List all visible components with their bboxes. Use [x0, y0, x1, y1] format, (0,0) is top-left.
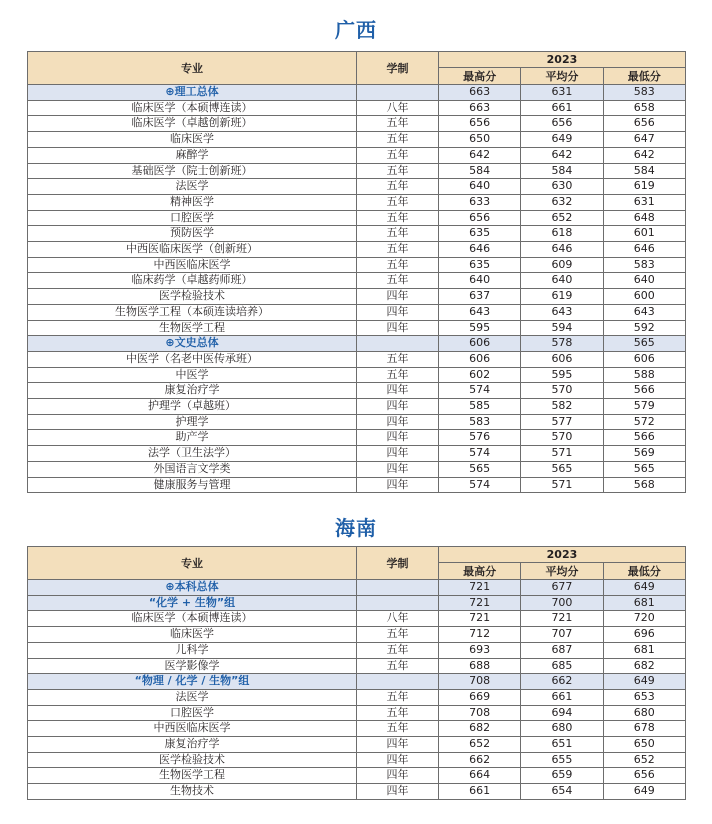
avg-score-cell: 595: [521, 367, 603, 383]
avg-score-cell: 655: [521, 752, 603, 768]
duration-cell: 四年: [357, 784, 439, 800]
table-row: [28, 768, 686, 784]
major-name-cell: 基础医学（院士创新班）: [28, 163, 357, 179]
min-score-cell: 678: [603, 721, 685, 737]
min-score-cell: 648: [603, 210, 685, 226]
duration-cell: 八年: [357, 611, 439, 627]
header-max-score: 最高分: [439, 563, 521, 580]
header-avg-score: 平均分: [521, 68, 603, 85]
min-score-cell: 640: [603, 273, 685, 289]
max-score-cell: 688: [439, 658, 521, 674]
duration-cell: 五年: [357, 273, 439, 289]
min-score-cell: 650: [603, 737, 685, 753]
header-major: 专业: [28, 547, 357, 580]
major-name-cell: 预防医学: [28, 226, 357, 242]
duration-cell: 五年: [357, 627, 439, 643]
max-score-cell: 585: [439, 399, 521, 415]
duration-cell: 五年: [357, 132, 439, 148]
major-name-cell: 生物技术: [28, 784, 357, 800]
max-score-cell: 708: [439, 705, 521, 721]
table-row: [28, 273, 686, 289]
min-score-cell: 652: [603, 752, 685, 768]
avg-score-cell: 609: [521, 257, 603, 273]
table-row: [28, 320, 686, 336]
min-score-cell: 592: [603, 320, 685, 336]
major-name-cell: 护理学: [28, 414, 357, 430]
max-score-cell: 663: [439, 85, 521, 101]
avg-score-cell: 584: [521, 163, 603, 179]
major-name-cell: 康复治疗学: [28, 737, 357, 753]
table-row: [28, 210, 686, 226]
max-score-cell: 583: [439, 414, 521, 430]
avg-score-cell: 630: [521, 179, 603, 195]
duration-cell: 四年: [357, 430, 439, 446]
duration-cell: 五年: [357, 351, 439, 367]
min-score-cell: 572: [603, 414, 685, 430]
table-row: [28, 242, 686, 258]
header-duration: 学制: [357, 52, 439, 85]
table-row: [28, 383, 686, 399]
avg-score-cell: 642: [521, 147, 603, 163]
max-score-cell: 635: [439, 257, 521, 273]
max-score-cell: 637: [439, 289, 521, 305]
max-score-cell: 574: [439, 446, 521, 462]
min-score-cell: 649: [603, 784, 685, 800]
min-score-cell: 681: [603, 642, 685, 658]
duration-cell: 五年: [357, 226, 439, 242]
major-name-cell: 生物医学工程: [28, 320, 357, 336]
avg-score-cell: 571: [521, 446, 603, 462]
avg-score-cell: 651: [521, 737, 603, 753]
min-score-cell: 720: [603, 611, 685, 627]
header-year: 2023: [439, 547, 686, 563]
avg-score-cell: 661: [521, 100, 603, 116]
min-score-cell: 696: [603, 627, 685, 643]
max-score-cell: 708: [439, 674, 521, 690]
table-body-hainan: [28, 580, 686, 800]
duration-cell: 四年: [357, 752, 439, 768]
group-label-cell: ⊕文史总体: [28, 336, 357, 352]
min-score-cell: 658: [603, 100, 685, 116]
major-name-cell: 中西医临床医学: [28, 721, 357, 737]
avg-score-cell: 721: [521, 611, 603, 627]
header-avg-score: 平均分: [521, 563, 603, 580]
avg-score-cell: 677: [521, 580, 603, 596]
avg-score-cell: 578: [521, 336, 603, 352]
max-score-cell: 576: [439, 430, 521, 446]
table-row: [28, 721, 686, 737]
group-summary-row: [28, 674, 686, 690]
min-score-cell: 642: [603, 147, 685, 163]
max-score-cell: 656: [439, 116, 521, 132]
duration-cell: 五年: [357, 116, 439, 132]
min-score-cell: 565: [603, 461, 685, 477]
major-name-cell: 中西医临床医学: [28, 257, 357, 273]
avg-score-cell: 652: [521, 210, 603, 226]
major-name-cell: 医学检验技术: [28, 289, 357, 305]
min-score-cell: 583: [603, 257, 685, 273]
min-score-cell: 583: [603, 85, 685, 101]
max-score-cell: 646: [439, 242, 521, 258]
max-score-cell: 650: [439, 132, 521, 148]
major-name-cell: 法医学: [28, 179, 357, 195]
max-score-cell: 663: [439, 100, 521, 116]
score-table-guangxi: [27, 51, 686, 493]
major-name-cell: 康复治疗学: [28, 383, 357, 399]
max-score-cell: 721: [439, 580, 521, 596]
header-major: 专业: [28, 52, 357, 85]
table-row: [28, 642, 686, 658]
section-title-hainan: 海南: [335, 516, 377, 540]
duration-cell: 四年: [357, 383, 439, 399]
avg-score-cell: 646: [521, 242, 603, 258]
duration-cell: [357, 336, 439, 352]
major-name-cell: 法医学: [28, 689, 357, 705]
max-score-cell: 664: [439, 768, 521, 784]
max-score-cell: 682: [439, 721, 521, 737]
min-score-cell: 649: [603, 674, 685, 690]
duration-cell: 五年: [357, 163, 439, 179]
max-score-cell: 635: [439, 226, 521, 242]
major-name-cell: 中医学: [28, 367, 357, 383]
duration-cell: 四年: [357, 399, 439, 415]
header-min-score: 最低分: [603, 68, 685, 85]
section-title-guangxi: 广西: [335, 18, 377, 42]
table-row: [28, 689, 686, 705]
avg-score-cell: 640: [521, 273, 603, 289]
max-score-cell: 633: [439, 194, 521, 210]
table-row: [28, 163, 686, 179]
duration-cell: 四年: [357, 446, 439, 462]
group-summary-row: [28, 595, 686, 611]
max-score-cell: 662: [439, 752, 521, 768]
major-name-cell: 临床医学: [28, 132, 357, 148]
min-score-cell: 606: [603, 351, 685, 367]
major-name-cell: 精神医学: [28, 194, 357, 210]
major-name-cell: 健康服务与管理: [28, 477, 357, 493]
duration-cell: 五年: [357, 642, 439, 658]
max-score-cell: 606: [439, 351, 521, 367]
min-score-cell: 681: [603, 595, 685, 611]
max-score-cell: 574: [439, 477, 521, 493]
min-score-cell: 656: [603, 768, 685, 784]
table-row: [28, 705, 686, 721]
min-score-cell: 680: [603, 705, 685, 721]
avg-score-cell: 577: [521, 414, 603, 430]
group-summary-row: [28, 336, 686, 352]
min-score-cell: 569: [603, 446, 685, 462]
group-summary-row: [28, 580, 686, 596]
max-score-cell: 693: [439, 642, 521, 658]
table-row: [28, 430, 686, 446]
table-body-guangxi: [28, 85, 686, 493]
score-table-hainan: [27, 546, 686, 800]
major-name-cell: 口腔医学: [28, 210, 357, 226]
major-name-cell: 临床医学（本硕博连读）: [28, 611, 357, 627]
duration-cell: 五年: [357, 194, 439, 210]
table-row: [28, 194, 686, 210]
duration-cell: 五年: [357, 257, 439, 273]
major-name-cell: 生物医学工程: [28, 768, 357, 784]
min-score-cell: 588: [603, 367, 685, 383]
min-score-cell: 649: [603, 580, 685, 596]
min-score-cell: 619: [603, 179, 685, 195]
major-name-cell: 口腔医学: [28, 705, 357, 721]
avg-score-cell: 594: [521, 320, 603, 336]
avg-score-cell: 707: [521, 627, 603, 643]
table-row: [28, 477, 686, 493]
duration-cell: 四年: [357, 461, 439, 477]
table-row: [28, 414, 686, 430]
major-name-cell: 临床医学（本硕博连读）: [28, 100, 357, 116]
max-score-cell: 656: [439, 210, 521, 226]
duration-cell: 五年: [357, 367, 439, 383]
table-row: [28, 289, 686, 305]
avg-score-cell: 659: [521, 768, 603, 784]
duration-cell: 四年: [357, 477, 439, 493]
max-score-cell: 712: [439, 627, 521, 643]
avg-score-cell: 649: [521, 132, 603, 148]
min-score-cell: 682: [603, 658, 685, 674]
duration-cell: 四年: [357, 304, 439, 320]
max-score-cell: 661: [439, 784, 521, 800]
table-row: [28, 226, 686, 242]
min-score-cell: 579: [603, 399, 685, 415]
table-row: [28, 367, 686, 383]
group-label-cell: ⊕本科总体: [28, 580, 357, 596]
major-name-cell: 医学影像学: [28, 658, 357, 674]
group-label-cell: “化学 + 生物”组: [28, 595, 357, 611]
table-row: [28, 784, 686, 800]
avg-score-cell: 565: [521, 461, 603, 477]
major-name-cell: 生物医学工程（本硕连读培养）: [28, 304, 357, 320]
max-score-cell: 602: [439, 367, 521, 383]
table-row: [28, 304, 686, 320]
table-row: [28, 147, 686, 163]
duration-cell: 五年: [357, 147, 439, 163]
header-duration: 学制: [357, 547, 439, 580]
major-name-cell: 麻醉学: [28, 147, 357, 163]
major-name-cell: 临床医学（卓越创新班）: [28, 116, 357, 132]
table-row: [28, 116, 686, 132]
duration-cell: 五年: [357, 721, 439, 737]
major-name-cell: 中西医临床医学（创新班）: [28, 242, 357, 258]
table-row: [28, 737, 686, 753]
avg-score-cell: 661: [521, 689, 603, 705]
min-score-cell: 643: [603, 304, 685, 320]
group-label-cell: “物理 / 化学 / 生物”组: [28, 674, 357, 690]
min-score-cell: 647: [603, 132, 685, 148]
max-score-cell: 606: [439, 336, 521, 352]
major-name-cell: 医学检验技术: [28, 752, 357, 768]
max-score-cell: 643: [439, 304, 521, 320]
header-max-score: 最高分: [439, 68, 521, 85]
table-row: [28, 100, 686, 116]
min-score-cell: 653: [603, 689, 685, 705]
max-score-cell: 721: [439, 611, 521, 627]
duration-cell: [357, 580, 439, 596]
avg-score-cell: 570: [521, 383, 603, 399]
avg-score-cell: 606: [521, 351, 603, 367]
table-row: [28, 627, 686, 643]
table-row: [28, 611, 686, 627]
max-score-cell: 721: [439, 595, 521, 611]
avg-score-cell: 685: [521, 658, 603, 674]
major-name-cell: 法学（卫生法学）: [28, 446, 357, 462]
min-score-cell: 566: [603, 430, 685, 446]
avg-score-cell: 662: [521, 674, 603, 690]
avg-score-cell: 618: [521, 226, 603, 242]
avg-score-cell: 656: [521, 116, 603, 132]
duration-cell: 八年: [357, 100, 439, 116]
max-score-cell: 574: [439, 383, 521, 399]
duration-cell: 五年: [357, 658, 439, 674]
duration-cell: 五年: [357, 179, 439, 195]
min-score-cell: 566: [603, 383, 685, 399]
group-summary-row: [28, 85, 686, 101]
duration-cell: 五年: [357, 705, 439, 721]
major-name-cell: 护理学（卓越班）: [28, 399, 357, 415]
avg-score-cell: 631: [521, 85, 603, 101]
major-name-cell: 中医学（名老中医传承班）: [28, 351, 357, 367]
duration-cell: [357, 674, 439, 690]
major-name-cell: 外国语言文学类: [28, 461, 357, 477]
max-score-cell: 595: [439, 320, 521, 336]
group-label-cell: ⊕理工总体: [28, 85, 357, 101]
header-year: 2023: [439, 52, 686, 68]
major-name-cell: 助产学: [28, 430, 357, 446]
duration-cell: 四年: [357, 737, 439, 753]
avg-score-cell: 632: [521, 194, 603, 210]
avg-score-cell: 687: [521, 642, 603, 658]
avg-score-cell: 680: [521, 721, 603, 737]
max-score-cell: 640: [439, 179, 521, 195]
major-name-cell: 临床医学: [28, 627, 357, 643]
table-row: [28, 399, 686, 415]
min-score-cell: 584: [603, 163, 685, 179]
min-score-cell: 631: [603, 194, 685, 210]
duration-cell: 四年: [357, 289, 439, 305]
min-score-cell: 601: [603, 226, 685, 242]
max-score-cell: 669: [439, 689, 521, 705]
duration-cell: 五年: [357, 689, 439, 705]
max-score-cell: 565: [439, 461, 521, 477]
major-name-cell: 临床药学（卓越药师班）: [28, 273, 357, 289]
max-score-cell: 652: [439, 737, 521, 753]
duration-cell: 四年: [357, 320, 439, 336]
avg-score-cell: 643: [521, 304, 603, 320]
duration-cell: 五年: [357, 242, 439, 258]
table-row: [28, 658, 686, 674]
table-row: [28, 752, 686, 768]
table-row: [28, 446, 686, 462]
duration-cell: 四年: [357, 414, 439, 430]
min-score-cell: 568: [603, 477, 685, 493]
avg-score-cell: 571: [521, 477, 603, 493]
table-row: [28, 257, 686, 273]
min-score-cell: 656: [603, 116, 685, 132]
major-name-cell: 儿科学: [28, 642, 357, 658]
avg-score-cell: 619: [521, 289, 603, 305]
table-row: [28, 461, 686, 477]
avg-score-cell: 582: [521, 399, 603, 415]
min-score-cell: 600: [603, 289, 685, 305]
avg-score-cell: 570: [521, 430, 603, 446]
duration-cell: 四年: [357, 768, 439, 784]
duration-cell: 五年: [357, 210, 439, 226]
table-row: [28, 132, 686, 148]
max-score-cell: 642: [439, 147, 521, 163]
duration-cell: [357, 85, 439, 101]
min-score-cell: 565: [603, 336, 685, 352]
avg-score-cell: 654: [521, 784, 603, 800]
avg-score-cell: 700: [521, 595, 603, 611]
max-score-cell: 584: [439, 163, 521, 179]
min-score-cell: 646: [603, 242, 685, 258]
avg-score-cell: 694: [521, 705, 603, 721]
table-row: [28, 351, 686, 367]
table-row: [28, 179, 686, 195]
header-min-score: 最低分: [603, 563, 685, 580]
duration-cell: [357, 595, 439, 611]
max-score-cell: 640: [439, 273, 521, 289]
